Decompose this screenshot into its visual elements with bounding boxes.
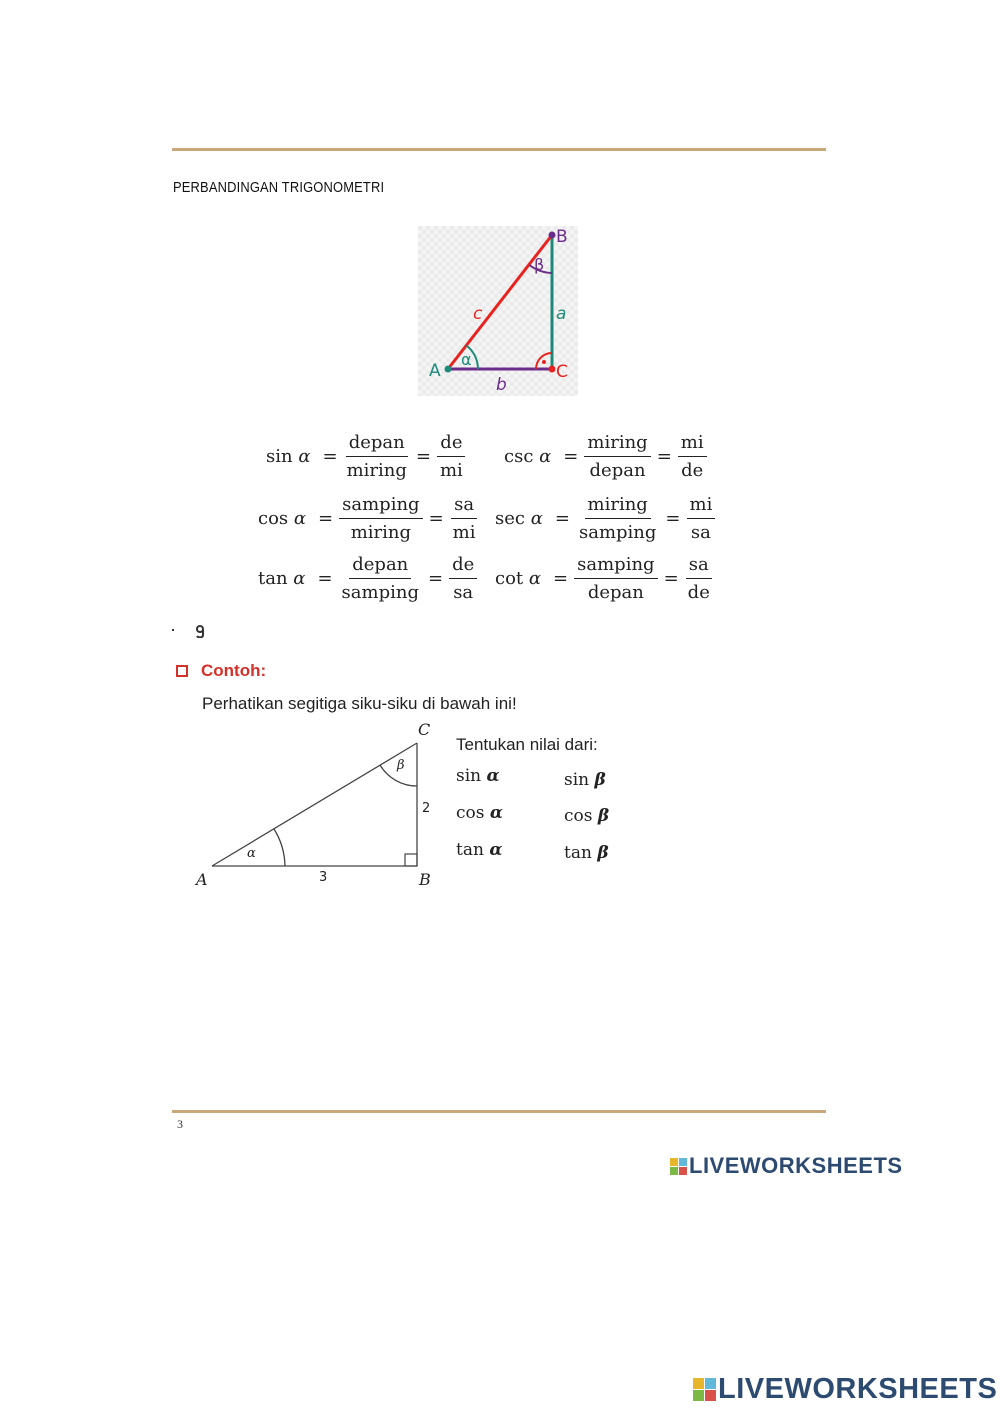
formula-row <box>250 428 730 484</box>
formula-cos: cos α = $\frac{\text{samping}}{\text{miring}}$ = $\frac{sa}{mi}$ <box>258 493 476 543</box>
beta-label: β <box>397 758 405 773</box>
item-cos-beta: cos β <box>564 806 610 826</box>
formula-tan: tan α = $\frac{\text{depan}}{\text{samping}}$ = $\frac{de}{sa}$ <box>258 550 477 606</box>
item-tan-alpha: tan α <box>456 840 503 860</box>
reference-triangle-diagram <box>418 226 578 396</box>
vertex-a-label: A <box>429 361 441 381</box>
top-rule <box>172 148 826 151</box>
formula-row <box>250 490 730 546</box>
formula-csc: csc α = $\frac{\text{miring}}{\text{depan}}$ = $\frac{mi}{de}$ <box>504 428 707 484</box>
side-b-label: b <box>496 375 507 395</box>
vertex-b-label: B <box>419 870 431 889</box>
vertex-c-label: C <box>418 720 431 739</box>
formula-cot: cot α = $\frac{\text{samping}}{\text{depan}}$ = $\frac{sa}{de}$ <box>495 553 710 603</box>
formula-sin: sin α = $\frac{\text{depan}}{\text{miring}}$ = $\frac{de}{mi}$ <box>266 428 466 484</box>
task-prompt: Tentukan nilai dari: <box>456 735 598 754</box>
example-heading: Contoh: <box>201 661 267 680</box>
logo-text: LIVEWORKSHEETS <box>689 1153 903 1178</box>
liveworksheets-logo-footer <box>693 1373 997 1406</box>
side-bc-label: 2 <box>422 801 431 816</box>
cropped-artifact <box>172 624 212 638</box>
logo-text: LIVEWORKSHEETS <box>718 1373 998 1405</box>
vertex-a-label: A <box>196 870 208 889</box>
vertex-b-dot <box>549 232 556 239</box>
alpha-arc <box>274 829 285 866</box>
item-sin-alpha: sin α <box>456 766 500 786</box>
side-ab-label: 3 <box>319 870 328 885</box>
page-title: PERBANDINGAN TRIGONOMETRI <box>173 179 385 196</box>
vertex-b-label: B <box>556 227 568 247</box>
item-tan-beta: tan β <box>564 843 609 863</box>
vertex-a-dot <box>445 366 452 373</box>
logo-grid-icon <box>693 1378 716 1401</box>
bottom-rule <box>172 1110 826 1113</box>
alpha-label: α <box>461 350 472 369</box>
example-instruction: Perhatikan segitiga siku-siku di bawah ini! <box>202 694 517 713</box>
checkbox-bullet-icon <box>176 665 188 677</box>
formula-row <box>250 550 730 606</box>
right-angle-dot <box>542 360 546 364</box>
side-c-label: c <box>473 304 483 324</box>
alpha-label: α <box>247 846 256 861</box>
logo-grid-icon <box>670 1158 687 1175</box>
side-a-label: a <box>556 304 567 324</box>
page-number: 3 <box>177 1117 183 1131</box>
item-cos-alpha: cos α <box>456 803 503 823</box>
item-sin-beta: sin β <box>564 770 606 790</box>
liveworksheets-logo <box>670 1153 903 1179</box>
vertex-c-dot <box>549 366 556 373</box>
vertex-c-label: C <box>556 362 568 382</box>
example-triangle-diagram <box>190 718 440 893</box>
formula-sec: sec α = $\frac{\text{miring}}{\text{samping}}$ = $\frac{mi}{sa}$ <box>495 490 715 546</box>
beta-label: β <box>534 255 545 274</box>
right-angle-marker <box>405 854 417 866</box>
